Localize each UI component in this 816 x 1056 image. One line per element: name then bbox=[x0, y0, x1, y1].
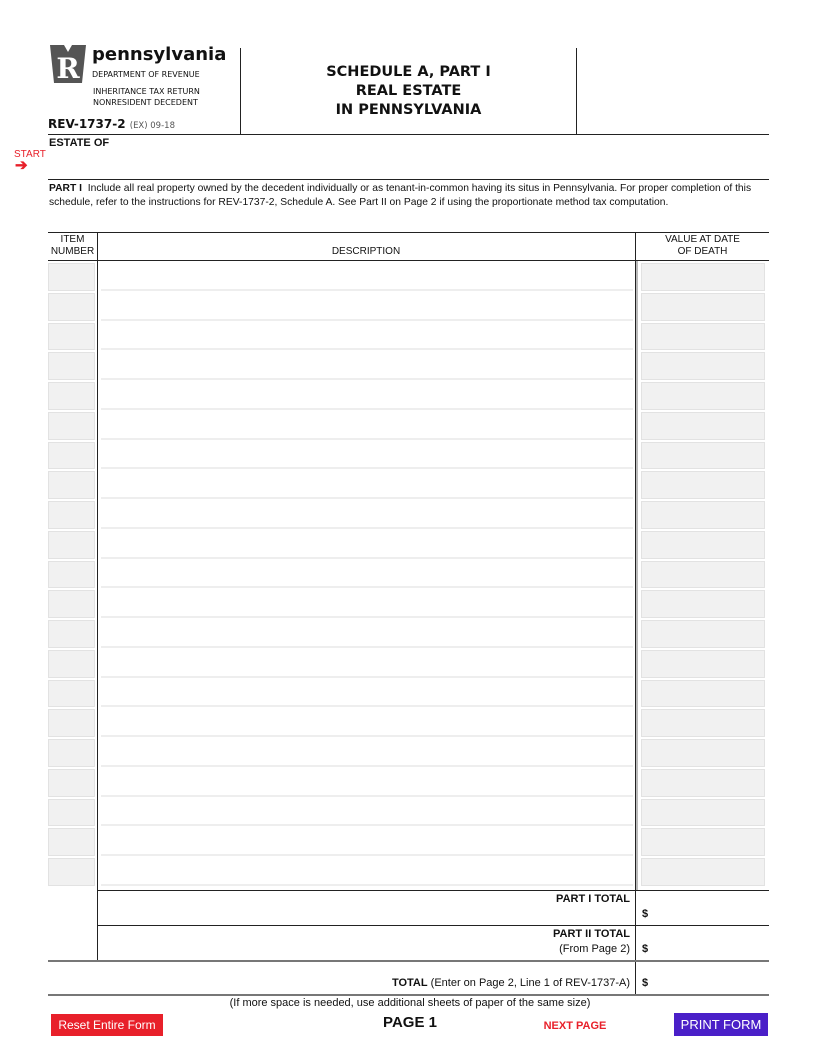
description-input[interactable] bbox=[101, 442, 633, 470]
item-number-input[interactable] bbox=[48, 828, 95, 856]
item-number-input[interactable] bbox=[48, 680, 95, 708]
part1-label: PART I bbox=[49, 183, 82, 194]
item-number-input[interactable] bbox=[48, 412, 95, 440]
description-input[interactable] bbox=[101, 680, 633, 708]
value-input[interactable] bbox=[641, 769, 765, 797]
total-currency: $ bbox=[642, 977, 649, 989]
reset-form-button[interactable]: Reset Entire Form bbox=[51, 1014, 163, 1036]
value-input[interactable] bbox=[641, 709, 765, 737]
item-number-input[interactable] bbox=[48, 293, 95, 321]
description-input[interactable] bbox=[101, 858, 633, 886]
value-input[interactable] bbox=[641, 263, 765, 291]
description-input[interactable] bbox=[101, 412, 633, 440]
estate-of-label: ESTATE OF bbox=[49, 137, 110, 149]
svg-text:R: R bbox=[56, 52, 80, 85]
item-number-input[interactable] bbox=[48, 471, 95, 499]
item-header-2: NUMBER bbox=[50, 246, 95, 257]
return-type-line2: NONRESIDENT DECEDENT bbox=[93, 98, 198, 107]
value-input[interactable] bbox=[641, 382, 765, 410]
item-number-input[interactable] bbox=[48, 531, 95, 559]
item-number-input[interactable] bbox=[48, 382, 95, 410]
part2-total-from: (From Page 2) bbox=[559, 943, 630, 955]
form-number bbox=[48, 117, 175, 131]
part2-total-label: PART II TOTAL bbox=[553, 928, 630, 940]
value-input[interactable] bbox=[641, 799, 765, 827]
form-version: (EX) 09-18 bbox=[129, 121, 175, 131]
description-input[interactable] bbox=[101, 531, 633, 559]
description-input[interactable] bbox=[101, 650, 633, 678]
agency-name: pennsylvania bbox=[92, 44, 227, 65]
value-header-2: OF DEATH bbox=[677, 246, 728, 257]
description-input[interactable] bbox=[101, 828, 633, 856]
value-input[interactable] bbox=[641, 412, 765, 440]
schedule-title bbox=[241, 63, 576, 120]
next-page-link[interactable]: NEXT PAGE bbox=[543, 1020, 607, 1032]
item-header-1: ITEM bbox=[60, 234, 85, 245]
total-note: (Enter on Page 2, Line 1 of REV-1737-A) bbox=[430, 977, 630, 989]
item-number-input[interactable] bbox=[48, 323, 95, 351]
value-input[interactable] bbox=[641, 531, 765, 559]
total-label-text: TOTAL bbox=[391, 977, 428, 989]
part1-text: Include all real property owned by the decedent individually or as tenant-in-common having its situs in Pennsylvania. For proper completion of this schedule, refer to the instructions for REV-1737-2, Schedule A. See Part II on Page 2 if using the proportionate method tax computation. bbox=[49, 183, 752, 208]
total-input[interactable] bbox=[652, 974, 768, 992]
part2-total-currency: $ bbox=[642, 943, 649, 955]
value-input[interactable] bbox=[641, 323, 765, 351]
item-number-input[interactable] bbox=[48, 799, 95, 827]
page-number: PAGE 1 bbox=[383, 1014, 437, 1031]
value-input[interactable] bbox=[641, 858, 765, 886]
value-input[interactable] bbox=[641, 442, 765, 470]
description-input[interactable] bbox=[101, 293, 633, 321]
description-input[interactable] bbox=[101, 799, 633, 827]
description-input[interactable] bbox=[101, 709, 633, 737]
value-input[interactable] bbox=[641, 680, 765, 708]
part2-total-input[interactable] bbox=[652, 939, 768, 957]
total-label bbox=[200, 977, 630, 989]
item-number-input[interactable] bbox=[48, 709, 95, 737]
description-header: DESCRIPTION bbox=[331, 246, 401, 257]
item-number-input[interactable] bbox=[48, 739, 95, 767]
item-number-input[interactable] bbox=[48, 769, 95, 797]
value-input[interactable] bbox=[641, 620, 765, 648]
description-input[interactable] bbox=[101, 590, 633, 618]
value-input[interactable] bbox=[641, 590, 765, 618]
value-input[interactable] bbox=[641, 828, 765, 856]
value-header bbox=[636, 234, 769, 258]
description-input[interactable] bbox=[101, 561, 633, 589]
value-input[interactable] bbox=[641, 352, 765, 380]
part1-instructions bbox=[49, 182, 769, 209]
description-input[interactable] bbox=[101, 263, 633, 291]
item-number-input[interactable] bbox=[48, 263, 95, 291]
value-input[interactable] bbox=[641, 471, 765, 499]
value-input[interactable] bbox=[641, 561, 765, 589]
part1-total-input[interactable] bbox=[652, 904, 768, 922]
part1-total-currency: $ bbox=[642, 908, 649, 920]
item-number-input[interactable] bbox=[48, 501, 95, 529]
item-number-header bbox=[48, 234, 97, 258]
start-arrow-icon: ➔ bbox=[15, 157, 28, 174]
department-name: DEPARTMENT OF REVENUE bbox=[92, 70, 200, 79]
item-number-input[interactable] bbox=[48, 620, 95, 648]
part1-total-label: PART I TOTAL bbox=[556, 893, 630, 905]
description-input[interactable] bbox=[101, 620, 633, 648]
value-input[interactable] bbox=[641, 739, 765, 767]
title-line1: SCHEDULE A, PART I bbox=[326, 64, 491, 80]
form-number-text: REV-1737-2 bbox=[48, 117, 126, 131]
return-type-line1: INHERITANCE TAX RETURN bbox=[93, 87, 200, 96]
item-number-input[interactable] bbox=[48, 561, 95, 589]
description-input[interactable] bbox=[101, 501, 633, 529]
item-number-input[interactable] bbox=[48, 442, 95, 470]
description-input[interactable] bbox=[101, 739, 633, 767]
keystone-logo-icon bbox=[48, 43, 88, 85]
value-input[interactable] bbox=[641, 501, 765, 529]
start-label: START bbox=[14, 149, 46, 160]
value-header-1: VALUE AT DATE bbox=[665, 234, 740, 245]
item-number-input[interactable] bbox=[48, 590, 95, 618]
item-number-input[interactable] bbox=[48, 650, 95, 678]
title-line2: REAL ESTATE bbox=[355, 83, 462, 99]
item-number-input[interactable] bbox=[48, 352, 95, 380]
value-input[interactable] bbox=[641, 293, 765, 321]
print-form-button[interactable]: PRINT FORM bbox=[674, 1013, 768, 1036]
description-input[interactable] bbox=[101, 769, 633, 797]
more-space-note: (If more space is needed, use additional sheets of paper of the same size) bbox=[229, 997, 591, 1009]
estate-of-input[interactable] bbox=[98, 150, 768, 176]
value-input[interactable] bbox=[641, 650, 765, 678]
description-input[interactable] bbox=[101, 323, 633, 351]
description-input[interactable] bbox=[101, 382, 633, 410]
title-line3: IN PENNSYLVANIA bbox=[335, 102, 482, 118]
description-input[interactable] bbox=[101, 471, 633, 499]
item-number-input[interactable] bbox=[48, 858, 95, 886]
description-input[interactable] bbox=[101, 352, 633, 380]
